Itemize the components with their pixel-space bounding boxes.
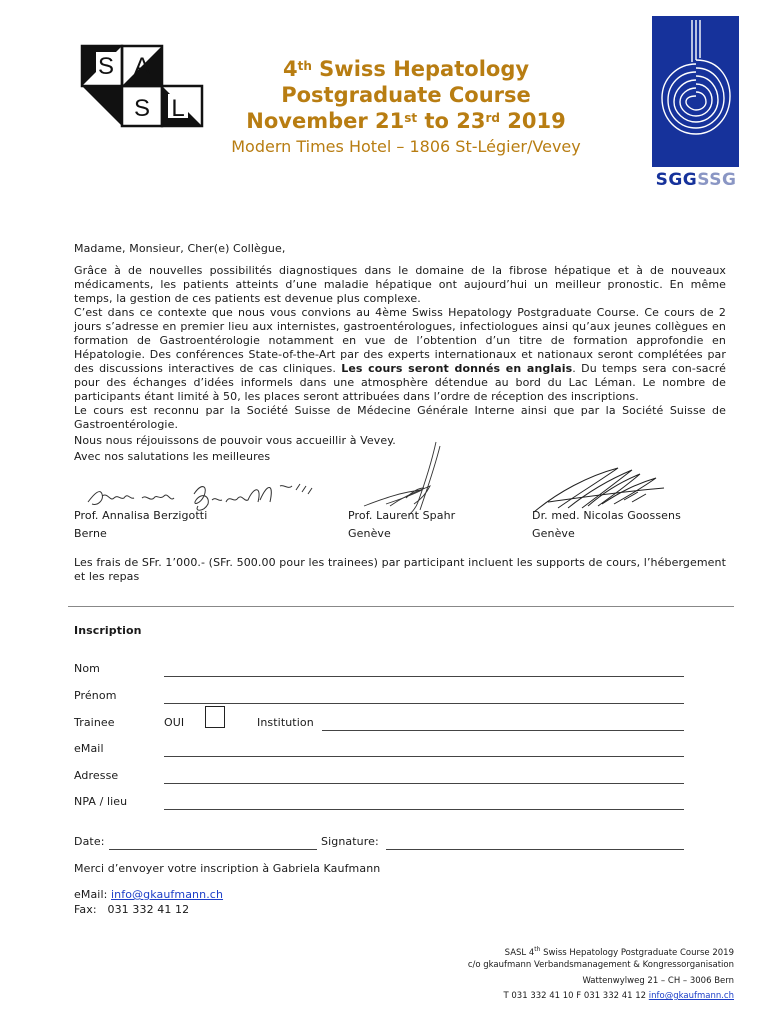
logo-letter: S: [133, 95, 151, 122]
footer-text: SASL 4: [504, 947, 535, 958]
nom-label: Nom: [74, 662, 100, 675]
fax-label: Fax:: [74, 903, 97, 916]
course-title: [196, 56, 616, 134]
ssg-text: SSG: [697, 170, 737, 190]
trainee-checkbox[interactable]: [205, 706, 225, 728]
email-link[interactable]: info@gkaufmann.ch: [111, 888, 224, 901]
prenom-label: Prénom: [74, 689, 117, 702]
oui-label: OUI: [164, 716, 185, 729]
form-heading: Inscription: [74, 624, 142, 637]
adresse-label: Adresse: [74, 769, 119, 782]
logo-letter: A: [133, 53, 151, 80]
venue: Modern Times Hotel – 1806 St-Légier/Vevey: [231, 137, 581, 156]
title-line2: Postgraduate Course: [281, 83, 531, 107]
footer-email-link[interactable]: info@gkaufmann.ch: [648, 991, 734, 1001]
footer-text: Swiss Hepatology Postgraduate Course 2019: [540, 947, 734, 958]
footer-sup: th: [534, 946, 541, 953]
date-sup: rd: [485, 111, 500, 125]
signatory-city: Berne: [74, 527, 107, 540]
npa-label: NPA / lieu: [74, 795, 128, 808]
signature-label: Signature:: [321, 835, 379, 848]
send-to-text: Merci d’envoyer votre inscription à Gabriela Kaufmann: [74, 862, 381, 875]
fax-number: 031 332 41 12: [107, 903, 190, 916]
paragraph-2-bold: Les cours seront donnés en anglais: [341, 362, 573, 375]
trainee-label: Trainee: [74, 716, 115, 729]
sgg-logo-graphic: [652, 16, 739, 167]
prenom-field[interactable]: [164, 691, 684, 704]
paragraph-3: Le cours est reconnu par la Société Suisse de Médecine Générale Interne ainsi que par la Société Suisse de Gastroentérologie.: [74, 404, 726, 431]
footer-line-2: c/o gkaufmann Verbandsmanagement & Kongressorganisation: [467, 960, 734, 970]
logo-letter: L: [171, 95, 185, 122]
title-text: Swiss Hepatology: [311, 57, 530, 81]
institution-field[interactable]: [322, 718, 684, 731]
signature-field[interactable]: [386, 837, 684, 850]
contact-email-row: [74, 888, 223, 902]
email-field[interactable]: [164, 744, 684, 757]
npa-field[interactable]: [164, 797, 684, 810]
sasl-logo: [82, 44, 204, 128]
email-label: eMail:: [74, 888, 108, 901]
institution-label: Institution: [257, 716, 314, 729]
paragraph-2: [74, 306, 726, 404]
date-label: Date:: [74, 835, 105, 848]
title-text: 4: [282, 57, 298, 81]
salutation: Madame, Monsieur, Cher(e) Collègue,: [74, 242, 286, 255]
paragraph-2-text: C’est dans ce contexte que nous vous convions au 4ème Swiss Hepatology Postgraduate Course. Ce cours de 2 jours s’adresse en premier lieu aux internistes, gastroentérologues, infectiologues ainsi qu’aux jeunes collègues en formation de Gastroentérologie notamment en vue de l’obtention d’un titre de formation approfondie en Hépatologie. Des conférences State-of-the-Art par des experts internationaux et nationaux seront complétées par des discussions interactives de cas cliniques.: [74, 306, 726, 375]
date-text: to 23: [417, 109, 486, 133]
nom-field[interactable]: [164, 664, 684, 677]
paragraph-2-text-end: . Du temps sera con-sacré pour des échanges d’idées informels dans une atmosphère détendue au bord du Lac Léman. Le nombre de participants étant limité à 50, les places seront attribuées dans l’ordre de réception des inscriptions.: [74, 362, 727, 403]
footer-phone: T 031 332 41 10 F 031 332 41 12: [503, 991, 647, 1001]
signatory-city: Genève: [348, 527, 391, 540]
separator: [68, 606, 734, 607]
date-text: 2019: [499, 109, 566, 133]
paragraph-1: Grâce à de nouvelles possibilités diagnostiques dans le domaine de la fibrose hépatique et à de nouveaux médicaments, les patients atteints d’une maladie hépatique ont aujourd’hui un meilleur pronostic. En même temps, la gestion de ces patients est devenue plus complexe.: [74, 264, 726, 305]
footer-line-4: [380, 988, 734, 1004]
title-sup: th: [297, 59, 312, 73]
contact-fax-row: [74, 903, 189, 917]
email-label: eMail: [74, 742, 104, 755]
date-sup: st: [404, 111, 418, 125]
sgg-ssg-text: [648, 170, 744, 190]
signatory-name: Dr. med. Nicolas Goossens: [532, 509, 681, 522]
closing: Avec nos salutations les meilleures: [74, 450, 271, 463]
signatory-city: Genève: [532, 527, 575, 540]
fees-text: Les frais de SFr. 1’000.- (SFr. 500.00 pour les trainees) par participant incluent les supports de cours, l’hébergement et les repas: [74, 556, 726, 583]
footer-line-3: Wattenwylweg 21 – CH – 3006 Bern: [582, 976, 734, 986]
signature-spahr: [360, 440, 470, 520]
signatory-name: Prof. Laurent Spahr: [348, 509, 456, 522]
signatory-name: Prof. Annalisa Berzigotti: [74, 509, 208, 522]
sgg-text: SGG: [655, 170, 698, 190]
logo-letter: S: [97, 53, 115, 80]
adresse-field[interactable]: [164, 771, 684, 784]
date-text: November 21: [246, 109, 405, 133]
paragraph-4: Nous nous réjouissons de pouvoir vous accueillir à Vevey.: [74, 434, 396, 447]
date-field[interactable]: [109, 837, 317, 850]
